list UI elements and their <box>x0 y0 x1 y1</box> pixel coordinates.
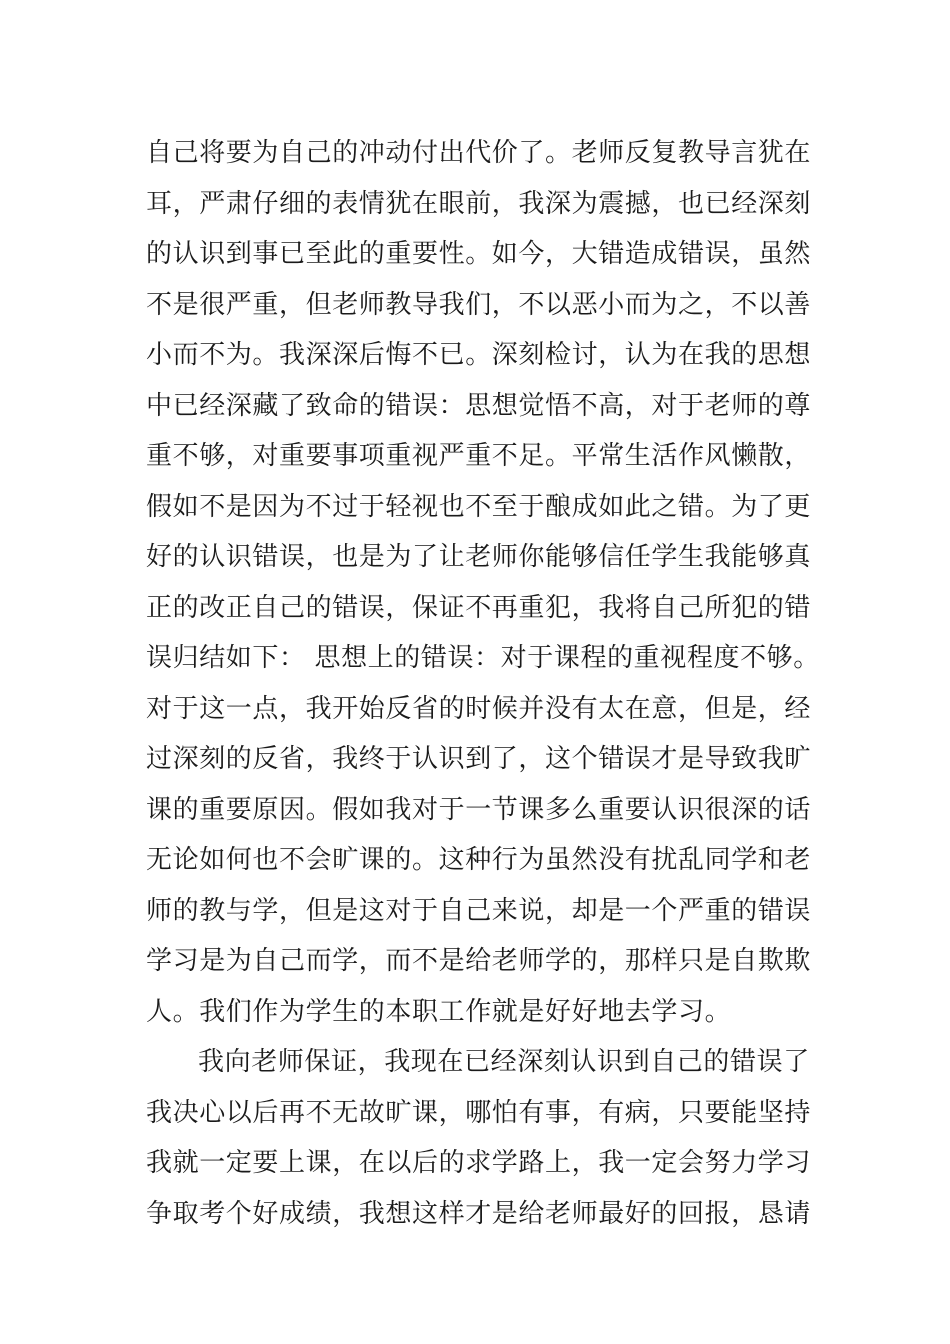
text-line: 中已经深藏了致命的错误：思想觉悟不高，对于老师的尊 <box>146 390 812 421</box>
text-line: 小而不为。我深深后悔不已。深刻检讨，认为在我的思想 <box>146 340 812 370</box>
text-line: 不是很严重，但老师教导我们，不以恶小而为之，不以善 <box>146 289 812 320</box>
text-line: 争取考个好成绩，我想这样才是给老师最好的回报，恳请 <box>146 1198 812 1229</box>
text-line: 师的教与学，但是这对于自己来说，却是一个严重的错误 <box>146 895 812 926</box>
text-line: 学习是为自己而学，而不是给老师学的，那样只是自欺欺 <box>146 946 812 976</box>
text-line: 误归结如下： 思想上的错误：对于课程的重视程度不够。 <box>146 643 820 673</box>
paragraph-2 <box>146 1037 826 1239</box>
text-line: 课的重要原因。假如我对于一节课多么重要认识很深的话 <box>146 794 812 825</box>
paragraph-1 <box>146 128 826 1037</box>
text-line: 耳，严肃仔细的表情犹在眼前，我深为震撼，也已经深刻 <box>146 188 812 219</box>
text-line: 我就一定要上课，在以后的求学路上，我一定会努力学习 <box>146 1148 812 1178</box>
text-line: 好的认识错误，也是为了让老师你能够信任学生我能够真 <box>146 542 812 572</box>
text-line: 过深刻的反省，我终于认识到了，这个错误才是导致我旷 <box>146 744 812 774</box>
text-line: 的认识到事已至此的重要性。如今，大错造成错误，虽然 <box>146 239 812 269</box>
text-line: 我决心以后再不无故旷课，哪怕有事，有病，只要能坚持 <box>146 1097 812 1128</box>
text-line: 无论如何也不会旷课的。这种行为虽然没有扰乱同学和老 <box>146 845 812 875</box>
text-line: 重不够，对重要事项重视严重不足。平常生活作风懒散， <box>146 441 812 471</box>
text-line: 对于这一点，我开始反省的时候并没有太在意，但是，经 <box>146 693 812 724</box>
text-line: 假如不是因为不过于轻视也不至于酿成如此之错。为了更 <box>146 491 812 522</box>
text-line: 人。我们作为学生的本职工作就是好好地去学习。 <box>146 996 732 1027</box>
text-line: 我向老师保证，我现在已经深刻认识到自己的错误了 <box>198 1047 810 1077</box>
text-line: 正的改正自己的错误，保证不再重犯，我将自己所犯的错 <box>146 592 812 623</box>
document-body <box>146 128 826 1239</box>
text-line: 自己将要为自己的冲动付出代价了。老师反复教导言犹在 <box>146 138 812 168</box>
